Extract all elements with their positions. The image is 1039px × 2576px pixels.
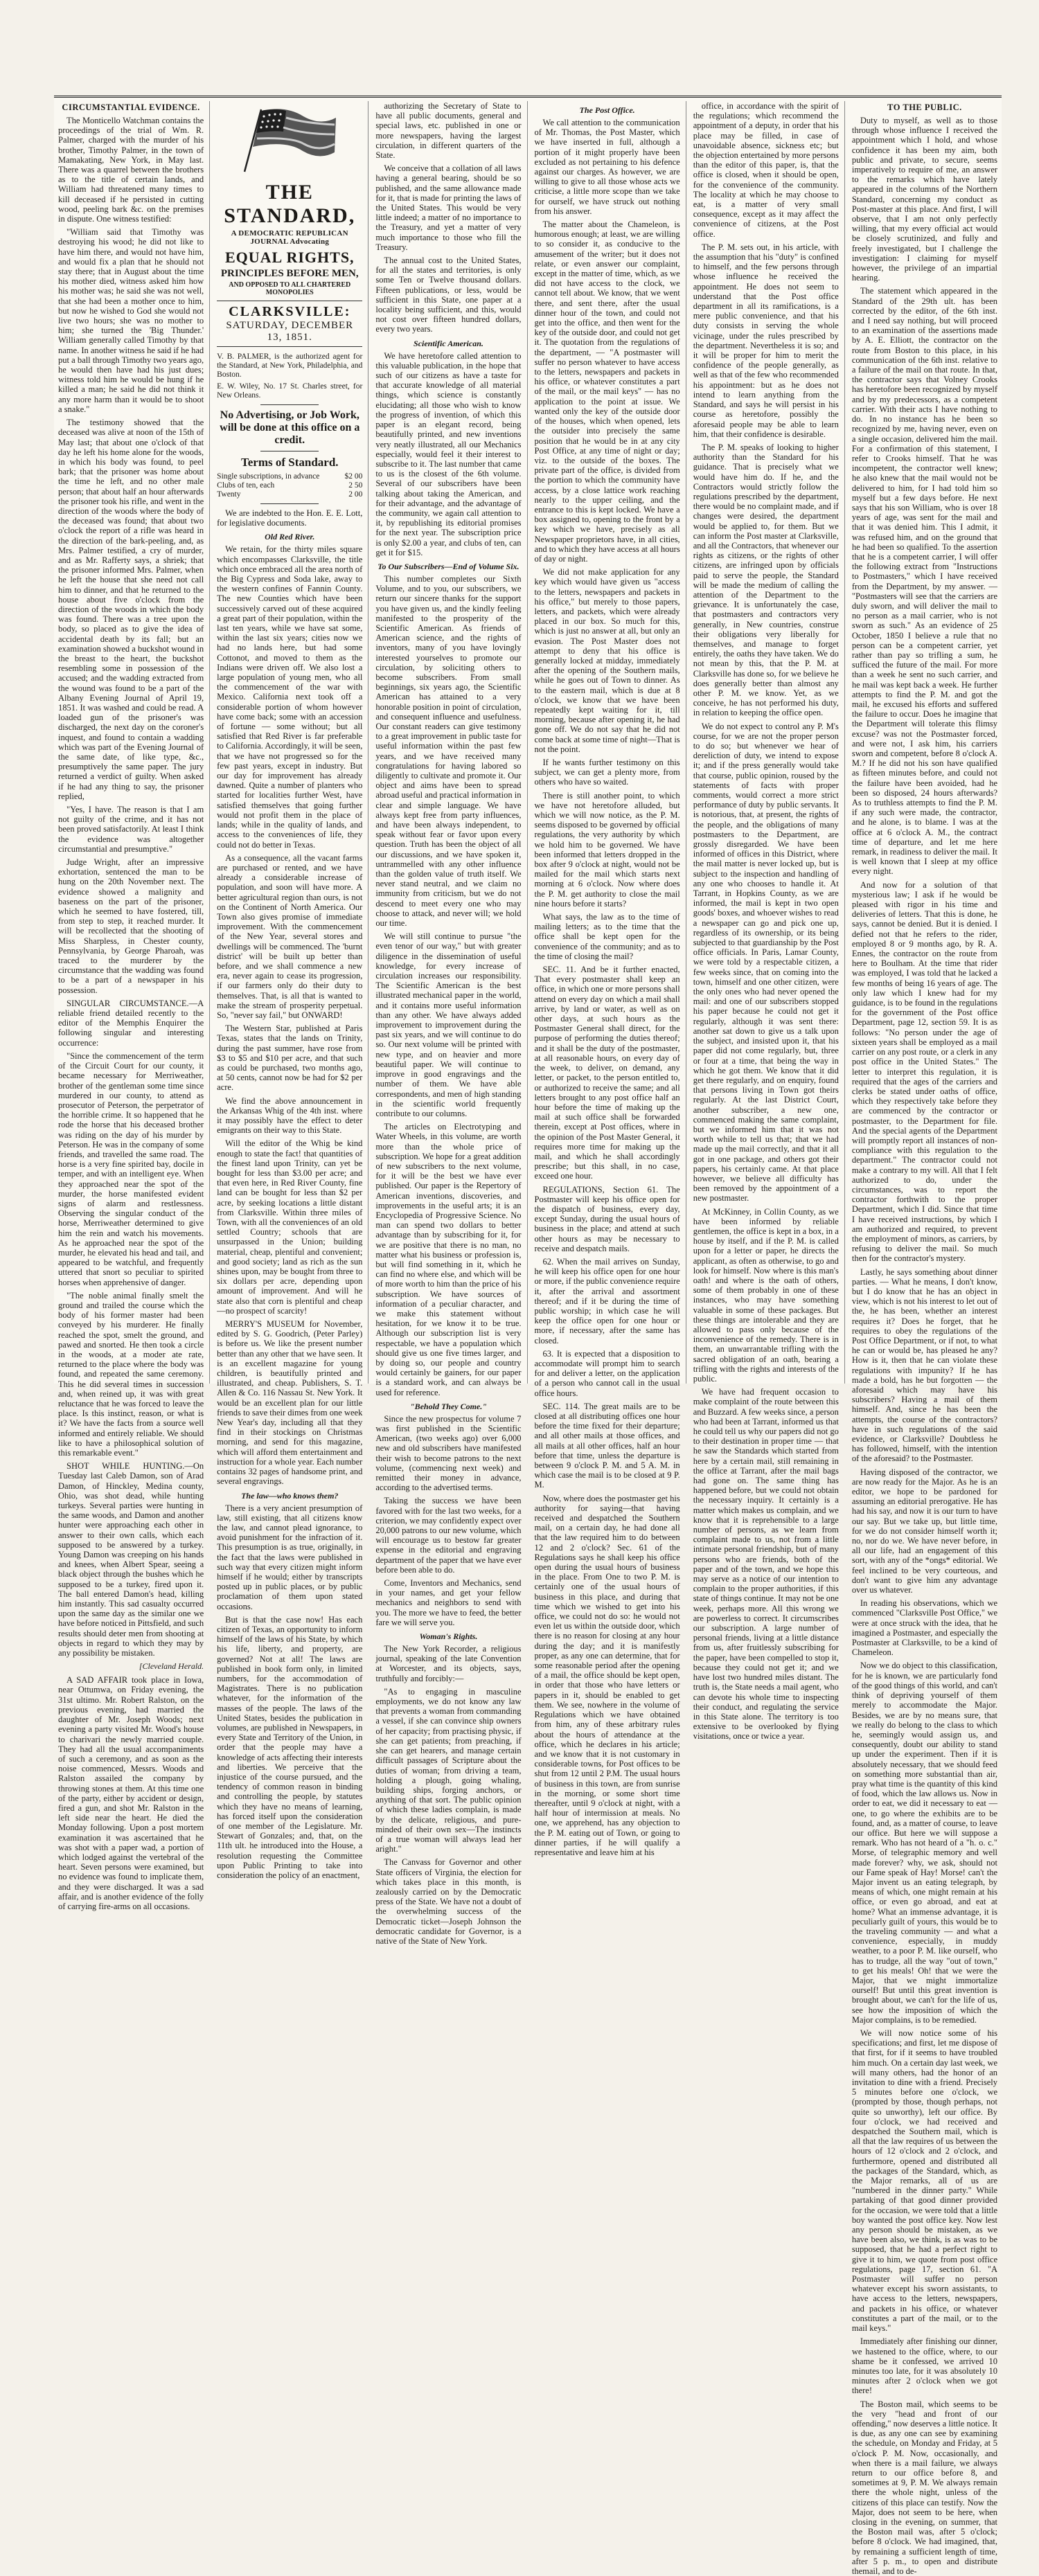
- article-paragraph: As a consequence, all the vacant farms are purchased or rented, and we have already a considerable increase of population, and soon will have more. A better agricultural region than ours, is not on the Continent of North America. Our Town also gives promise of immediate improvement. With the commencement of the New Year, several stores and dwellings will be commenced. The 'burnt district' will be built up better than before, and we shall commence a new era, never again to cease its progression, if our farmers only do their duty to themselves. That, is all that is wanted to make the stream of prosperity perpetual. So, "never say fail," but ONWARD!: [217, 852, 363, 1020]
- article-paragraph: This number completes our Sixth Volume, and to you, our subscribers, we return our sincere thanks for the support you have given us, and the kindly feeling manifested to the prosperity of the Scientific American. As friends of American science, and the rights of inventors, many of you have lovingly interested yourselves to promote our circulation, by soliciting others to become subscribers. From small beginnings, six years ago, the Scientific American has attained to a very honorable position in point of circulation, and consequent influence and usefulness. Our constant readers can give testimony to a great improvement in public taste for useful information within the past few years, and we have received many congratulations for having labored so diligently to cultivate and promote it. Our object and aims have been to spread abroad useful and practical information in clear and simple language. We have always kept free from party influences, and have been always independent, to speak without fear or favor upon every question. Truth has been the object of all our discussions, and we have spoken it, untrammelled with any other influence than the golden value of truth itself. We never stand neutral, and we claim no immunity from criticism, but we do not descend to meet every one who may choose to attack, and never will; we hold our time.: [375, 573, 522, 929]
- article-paragraph: 63. It is expected that a disposition to accommodate will prompt him to search for and deliver a letter, on the application of a person who cannot call in the usual office hours.: [534, 1348, 680, 1398]
- article-paragraph: SHOT WHILE HUNTING.—On Tuesday last Caleb Damon, son of Arad Damon, of Hinckley, Medina county, Ohio, was shot dead, while hunting turkeys. Several parties were hunting in the same woods, and Damon and another hunter were approaching each other in answer to their own calls, which each supposed to be answered by a turkey. Young Damon was creeping on his hands and knees, when Albert Spear, seeing a black object through the bushes which he supposed to be a turkey, fired upon it. The ball entered Damon's head, killing him instantly. This sad casualty occurred upon the same day as the similar one we have before noticed in Pittsfield, and such results should deter men from shooting at objects in regard to which they may by any possibility be mistaken.: [58, 1461, 204, 1658]
- article-paragraph: There is a very ancient presumption of law, still existing, that all citizens know the law, and cannot plead ignorance, to avoid punishment for the infraction of it. This presumption is as true, originally, in the fact that the laws were published in such way that every citizen might inform himself if he would; either by transcripts posted up in public places, or by public proclamation of them upon stated occasions.: [217, 1503, 363, 1611]
- article-paragraph: We will still continue to pursue "the even tenor of our way," but with greater diligence in the dissemination of useful knowledge, for every increase of circulation increases our responsibility. The Scientific American is the best illustrated mechanical paper in the world, and it contains more useful information than any other. We have always added improvement to improvement during the past six years, and we will continue to do so. Our next volume will be printed with new type, and on heavier and more beautiful paper. We will continue to improve in good engravings and the number of them. We have able correspondents, and men of high standing in the scientific world frequently contribute to our columns.: [375, 931, 522, 1118]
- masthead-date: SATURDAY, DECEMBER 13, 1851.: [217, 320, 362, 347]
- section-heading: The law—who knows them?: [241, 1490, 339, 1501]
- article-paragraph: We will now notice some of his specifications; and first, let me dispose of that first, for if it seems to have troubled him much. On a certain day last week, we will many others, had the honor of an invitation to dine with a friend. Precisely 5 minutes before one o'clock, we (prompted by those, though perhaps, not quite so unworthy), left our office. By four o'clock, we had received and despatched the Southern mail, which is all that the law requires of us between the hours of 12 o'clock and 2 o'clock, and furthermore, opened and distributed all the packages of the Standard, which, as the Major remarks, all of us are "numbered in the dinner party." While partaking of that good dinner provided for the occasion, we were told that a little boy wanted the post office key. Now lest any person should be mistaken, as we have been also, we think, is as was to be supposed, that he had a perfect right to give it to him, we quote from post office regulations, page 17, section 61. "A Postmaster will suffer no person whatever except his sworn assistants, to have access to the letters, newspapers, and packets in his office, or whatever constitutes a part of the mail, or to the mail keys.": [851, 2028, 998, 2334]
- article-paragraph: Since the new prospectus for volume 7 was first published in the Scientific American, (two weeks ago) over 6,000 new and old subscribers have manifested their wish to become patrons to the next volume, (commencing next week) and remitted their money in advance, according to the advertised terms.: [375, 1413, 522, 1493]
- article-paragraph: MERRY'S MUSEUM for November, edited by S. G. Goodrich, (Peter Parley) is before us. We like the present number better than any other that we have seen. It is an excellent magazine for young children, is beautifully printed and illustrated, and cheap. Publishers, S. T. Allen & Co. 116 Nassau St. New York. It would be an excellent plan for our little friends to save their dimes from one week New Year's day, including all that they find in their stockings on Christmas morning, and send for this magazine, which will afford them entertainment and instruction for a whole year. Each number contains 32 pages of handsome print, and several engravings.: [217, 1319, 363, 1487]
- article-paragraph: 62. When the mail arrives on Sunday, he will keep his office open for one hour or more, if the public convenience require it, after the arrival and assortment thereof; and if it be during the time of public worship; in which case he will keep the office open for one hour or more, if necessary, after the same has closed.: [534, 1256, 680, 1345]
- article-paragraph: The articles on Electrotyping and Water Wheels, in this volume, are worth more than the whole price of subscription. We hope for a great addition of new subscribers to the next volume, for it will be the best we have ever published. Our paper is the Repertory of American inventions, discoveries, and improvements in the useful arts; it is an Encyclopedia of Progressive Science. No man can spend two dollars to better advantage than by subscribing for it, for we are positive that there is no man, no matter what his business or profession is, but will find something in it, which he can find no where else, and which will be of more worth to him than the price of his subscription. We have sources of information of a peculiar character, and we make this statement without hesitation, for we know it to be true. Although our subscription list is very respectable, we have a population which should give us one five times larger, and by doing so, our people and country would certainly be gainers, for our paper is a standard work, and can always be used for reference.: [375, 1122, 522, 1397]
- section-heading: To Our Subscribers—End of Volume Six.: [378, 561, 520, 571]
- no-advertising-notice: No Advertising, or Job Work, will be done at this office on a credit.: [220, 409, 360, 446]
- article-paragraph: office, in accordance with the spirit of the regulations; which recommend the appointment of a deputy, in order that his place may be filled, in case of unavoidable absence, sickness etc; but the objection entertained by more persons than the editor of this paper, is, that the office is closed, when it should be open, for the convenience of the community. The locality at which he may choose to eat, is a matter of very small consequence, except as it may affect the convenience of citizens, at the Post office.: [693, 101, 839, 239]
- terms-title: Terms of Standard.: [240, 456, 339, 469]
- article-paragraph: We are indebted to the Hon. E. E. Lott, for legislative documents.: [217, 508, 363, 528]
- article-paragraph: Having disposed of the contractor, we are now ready for the Major. As he is an editor, we hope to be pardoned for assuming an editorial prerogative. He has had his say, and now it is our turn to have our say. But we take up, but little time, for we do not consider himself worth it; no, nor do we. We have never before, in all our life, had an engagement of this sort, with any of the *ongs* editorial. We feel inclined to be very courteous, and don't want to give him any advantage over us whatever.: [851, 1467, 998, 1595]
- section-heading: Woman's Rights.: [419, 1631, 478, 1642]
- article-paragraph: Duty to myself, as well as to those through whose influence I received the appointment which I hold, and whose confidence it has been my aim, both public and private, to secure, seems imperatively to require of me, an answer to the remarks which have lately appeared in the columns of the Northern Standard, concerning my conduct as Post-master at this place. And first, I will observe, that I am not only perfectly willing, that my every official act would be closely scrutinized, and fully and freely investigated, but I challenge the investigation: I claiming for myself however, the privilege of an impartial hearing.: [851, 116, 998, 283]
- article-paragraph: Now we do object to this classification, for he is known, we are particularly fond of the good things of this world, and can't think of depriving yourself of them merely to accommodate the Major. Besides, we are by no means sure, that we really do belong to the class to which he, seemingly would assign us, and consequently, doubt our ability to stand up under the experiment. Then if it is absolutely necessary, that we should feed on something more substantial than air, pray what time is the quantity of this kind of food, which the law allows us. Now in order to eat, we did it necessary to eat — one, to go where the exhibits are to be found, and, as a matter of course, to leave our office. But here we will suppose a remark. Who has not heard of a "h. o. c." Morse, of telegraphic memory and well made forever? why, we ask, should not our Fame speak of Hay! Morse! can't the Major invent us an eating telegraph, by means of which, one might remain at his office, or even go abroad, and eat at home? What an immense advantage, it is peculiarly guilt of yours, this would be to the traveling community — and what a convenience, especially, in muddy weather, to a poor P. M. like ourself, who has to trudge, all the way "out of town," to get his meals! Oh! that we were the Major, that we might immortalize ourself! But until this great invention is brought about, we can't for the life of us, see how the imposition of which the Major complains, is to be remedied.: [851, 1661, 998, 2025]
- article-paragraph: Now, where does the postmaster get his authority for saying—that having received and despatched the Southern mail, on a certain day, he had done all that the law required him to do between 12 and 2 o'clock? Sec. 61 of the Regulations says he shall keep his office open during the usual hours of business in the place. From One to two P. M. is certainly one of the usual hours of business in this place, and during that time which we wished to get into his office, we could not do so: he would not even let us within the outside door, which there is no reason for closing at any hour during the day; and it is manifestly proper, as any one can determine, that for some reasonable period after the opening of a mail, the office should be kept open, in order that those who have letters or papers in it, should be enabled to get them. We see, nowhere in the volume of Regulations which we have obtained from him, any of these arbitrary rules about the hours of attendance at the office, which he declares in his article; and we know that it is not customary in considerable towns, for Post offices to be shut from 12 until 2 P.M. The usual hours of business in this town, are from sunrise in the morning, or some short time thereafter, until 9 o'clock at night, with a half hour of intermission at meals. No one, we apprehend, has any objection to the P. M. eating out of Town, or going to dinner parties, if he will qualify a representative and leave him at his: [534, 1493, 680, 1857]
- masthead-principles: PRINCIPLES BEFORE MEN,: [220, 268, 359, 279]
- article-paragraph: "William said that Timothy was destroying his wood; he did not like to have him there, and would not have him, and would fix a plan that he should not stay there; that in August about the time his mother died, witness asked him how his mother was; he said she was not well, that she had been a mother once to him, but now he wished to God she would not live two hours; she was no mother to him; she turned the 'Big Thunder.' William generally called Timothy by that name. In another witness he said if he had put a ball through Timothy two years ago, he would then have had his just dues; witness told him he would be hung if he killed a man; he said he did not think it any more harm than it would be to shoot a snake.": [58, 227, 204, 414]
- newspaper-page: [54, 96, 1002, 2576]
- terms-row: [217, 481, 362, 490]
- article-paragraph: Taking the success we have been favored with for the last two weeks, for a criterion, we may confidently expect over 20,000 patrons to our new volume, which will encourage us to bestow far greater expense in the editorial and engraving department of the paper that we have ever before been able to do.: [375, 1496, 522, 1575]
- divider: [260, 503, 319, 504]
- article-paragraph: Judge Wright, after an impressive exhortation, sentenced the man to be hung on the 20th November next. The evidence showed a malignity and baseness on the part of the prisoner, which he seemed to have fostered, till, from step to step, it reached murder. It will be recollected that the shooting of Miss Sharpless, in Chester county, Pennsylvania, by George Pharoah, was traced to the murderer by the circumstance that the wadding was found to be a part of a newspaper in his possession.: [58, 857, 204, 995]
- terms-label: Clubs of ten, each: [217, 481, 275, 490]
- column-1: [58, 101, 210, 1911]
- top-rule: [54, 96, 1002, 98]
- article-paragraph: There is still another point, to which we have not heretofore alluded, but which we will now notice, as the P. M. seems disposed to be governed by official regulations, the very authority by which we hold him to be governed. We have been informed that letters dropped in the box after 9 o'clock at night, would not be mailed for the mail which starts next morning at 6 o'clock. Now where does the P. M. get authority to close the mail nine hours before it starts?: [534, 790, 680, 909]
- column-2: [217, 101, 368, 1881]
- terms-row: [217, 472, 362, 481]
- article-paragraph: But is that the case now! Has each citizen of Texas, an opportunity to inform himself of the laws of his State, by which his life, liberty, and property, are governed? Not at all! The laws are published in book form only, in limited numbers, for the accommodation of Magistrates. There is no publication whatever, for the information of the masses of the people. The laws of the United States, besides the publication in volumes, are published in Newspapers, in every State and Territory of the Union, in order that the people may have a knowledge of acts affecting their interests and liberties. We perceive that the injustice of the course pursued, and the tendency of common reason in binding and controlling the people, by statutes which they have no means of learning, has forced itself upon the consideration of one member of the Legislature. Mr. Stewart of Gonzales; and, that, on the 11th ult. he introduced into the House, a resolution requesting the Committee upon Public Printing to take into consideration the policy of an enactment,: [217, 1614, 363, 1881]
- article-paragraph: SINGULAR CIRCUMSTANCE.—A reliable friend detailed recently to the editor of the Memphis Enquirer the following singular and interesting occurrence:: [58, 998, 204, 1048]
- columns: [58, 101, 998, 2576]
- article-paragraph: Lastly, he says something about dinner parties. — What he means, I don't know, but I do know that he has an object in view, which is not his interest to let out of the, he has been, whether an interest requires it? Does he forget, that he requires to obey the regulations of the Post Office Department, or if not, to what he can or would be, has pleased he any? How is it, then that he can violate these regulations with impunity? If he has made a bold, has he but forgotten — the aforesaid which may have his subscribers? Having a mail of them himself. And, since he has been the attempts, the course of the contractors? have in such regulations of the said evidence, or Clarksville? Doubtless he has followed, himself, with the intention of the aforesaid? to the Postmaster.: [851, 1267, 998, 1464]
- article-paragraph: REGULATIONS, Section 61. The Postmaster will keep his office open for the dispatch of business, every day, except Sunday, during the usual hours of business in the place; and attend at such other hours as may be necessary to receive and despatch mails.: [534, 1184, 680, 1253]
- article-paragraph: "As to engaging in masculine employments, we do not know any law that prevents a woman from commanding a vessel, if she can convince ship owners of her capacity; from practising physic, if she can get patients; from preaching, if she can get hearers, and manage certain difficult passages of Scripture about the duties of woman; from driving a team, holding a plough, going whaling, building ships, forging anchors, or anything of that sort. The public opinion of which these ladies complain, is made by the delicate, religious, and pure-minded of their own sex—The instincts of a true woman will always lead her aright.": [375, 1686, 522, 1854]
- article-paragraph: At McKinney, in Collin County, as we have been informed by reliable gentlemen, the office is kept in a box, in a house by itself, and if the P. M. is called upon for a letter or paper, he directs the applicant, as often as otherwise, to go and look for himself. Now where is this man's oath! and where is the oath of others, some of them probably in one of these instances, who may have something valuable in some of these packages. But these things are intolerable and they are allowed to pass only because of the inconvenience of the remedy. There is in them, an unwarrantable trifling with the sacred obligation of an oath, bearing a trifling with the rights and interests of the public.: [693, 1206, 839, 1384]
- masthead-subtitle: A DEMOCRATIC REPUBLICAN JOURNAL Advocating: [231, 229, 348, 246]
- article-paragraph: Come, Inventors and Mechanics, send in your names, and get your fellow mechanics and neighbors to send with you. The more we have to feed, the better fare we will serve you.: [375, 1578, 522, 1627]
- article-paragraph: We retain, for the thirty miles square which encompasses Clarksville, the title which once embraced all the area north of the Big Cypress and Soda lake, away to the western confines of Fannin County. The new Counties which have been successively carved out of these acquired a great part of their population, within the last ten years, while we have sat some, within the last six years; cities now we had no lands here, but had some Cottonot, and moved to them as the Indians were driven off. We also lost a large population of young men, who all the commencement of the war with Mexico. California next took off a considerable portion of whom however have come back; some with an accession of fortune — some without; but all satisfied that Red River is far preferable to California. Accordingly, it will be seen, that we have not progressed so for the few past years, except in industry. But our day for improvement has already dawned. Quite a number of planters who started for localities further West, have satisfied themselves that going further would not profit them in the place of lands; while in the quality of lands, and access to the conveniences of life, they could not do better in Texas.: [217, 544, 363, 850]
- terms-price: $2 00: [344, 472, 363, 481]
- article-paragraph: The annual cost to the United States, for all the states and territories, is only some Ten or Twelve thousand dollars. Fifteen publications, or less, would be sufficient in this State, one paper at a locality being sufficient, and this, would not cost over fifteen hundred dollars, every two years.: [375, 256, 522, 334]
- article-paragraph: We conceive that a collation of all laws having a general bearing, should be so published, and the same allowance made for it, that is made for printing the laws of the United States. This would be very little indeed; a matter of no importance to the Treasury, and yet a matter of very much importance to those who fill the Treasury.: [375, 163, 522, 252]
- section-heading: Old Red River.: [265, 532, 315, 542]
- article-paragraph: A SAD AFFAIR took place in Iowa, near Ottumwa, on Friday evening, the 31st ultimo. Mr. Robert Ralston, on the previous evening, had married the daughter of Mr. Joseph Woods; next evening a party visited Mr. Wood's house to charivari the newly married couple. They had all the usual accompaniments of such a ceremony, and as soon as the noise commenced, Messrs. Woods and Ralston assailed the company by throwing stones at them. At this time one of the party, either by accident or design, fired a gun, and shot Mr. Ralston in the left side near the heart. He died the Monday following. Upon a post mortem examination it was ascertained that he was shot with a paper wad, a portion of which lodged against the vertebral of the heart. Seven persons were examined, but no evidence was found to implicate them, and they were discharged. It was a sad affair, and is another evidence of the folly of carrying fire-arms on all occasions.: [58, 1675, 204, 1911]
- article-paragraph: If he wants further testimony on this subject, we can get a plenty more, from others who have so waited.: [534, 758, 680, 787]
- article-paragraph: We have had frequent occasion to make complaint of the route between this and Buzzard. A few weeks since, a person who had been at Tarrant, informed us that he could tell us why our papers did not go to their destination in proper time — that he saw the Standards which started from here by a certain mail, still remaining in the office at Tarrant, after the mail bags had gone on. The same thing has happened before, but we could not obtain the necessary inquiry. It certainly is a matter which makes us complain, and we know that it is reprehensible to a large number of persons, as we learn from complaint made to us, not from a little intimate personal friendship, but of many persons who are friends, both of the paper and of the town, and we hope this may serve as a notice of our intention to complain to the proper authorities, if this state of things continue. It may not be one week, perhaps more. All this wrong we are powerless to correct. It circumscribes our subscription. A large number of personal friends, living at a little distance from us, after fruitlessly subscribing for the paper, have been compelled to stop it, because they could not get it; and we have lost two hundred miles distant. The truth is, the State needs a mail agent, who can devote his whole time to inspecting their conduct, and regulating the service in this State alone. The territory is too extensive to be overlooked by flying visitations, once or twice a year.: [693, 1387, 839, 1742]
- masthead-rights: EQUAL RIGHTS,: [224, 249, 355, 266]
- article-paragraph: The statement which appeared in the Standard of the 29th ult. has been corrected by the editor, of the 6th inst. and I need say nothing, but will proceed to an examination of the assertions made by A. E. Elliott, the contractor on the route from Boston to this place, in his communication of the 6th inst. relative to a failure of the mail on that route. In that, the contractor says that Volney Crooks has heretofore been recognized by myself and by my predecessors, as a competent carrier. With their acts I have nothing to do. In no instance has he been so recognized by me, having never, even on a single occasion, delivered him the mail. For a confirmation of this statement, I refer to Crooks himself. That he was incompetent, the contractor well knew; he also knew that the mail would not be delivered to him, for I had told him so myself but a few days before. He next says that his son William, who is over 18 years of age, was sent for the mail and that it was denied him. This I admit, it was refused him, and on the ground that he had been so qualified. To the assertion that he is a competent carrier, I will offer the following extract from "Instructions to Postmasters," which I have received from the Department, by my answer. — "Postmasters will see that the carriers are duly sworn, and will deliver the mail to no person as a mail carrier, who is not sworn as such." As an evidence of 25 October, 1850 I believe a rule that no person can be a competent carrier, yet rather than pay so trifling a sum, he sufficed the future of the mail. For more than a week he sent no such carrier, and he mail was kept back a week. He further attempts to find the P. M. and got the mail, he excused his efforts and suffered the failure to occur. Does he imagine that the Department will tolerate this flimsy excuse? was not the Postmaster forced, and were not, I ask him, his carriers sworn and competent, before 8 o'clock A. M.? If he did not his son have qualified as fifteen minutes before, and could not the failure have been avoided, had he been so disposed, 24 hours afterwards? As to truthless attempts to find the P. M. if any such were made, the contractor, and he alone, is to blame. I was at the office at 6 o'clock A. M., the contract time of departure, and let me here remark, in readiness to deliver the mail. It is well known that I sleep at my office every night.: [851, 286, 998, 877]
- article-paragraph: The Monticello Watchman contains the proceedings of the trial of Wm. R. Palmer, charged with the murder of his brother, Timothy Palmer, in the town of Mamakating, New York, in May last. There was a quarrel between the brothers as to the title of certain lands, and William had threatened many times to kill deceased if he persisted in cutting wood, peeling bark &c. on the premises in dispute. One witness testified:: [58, 116, 204, 224]
- agent-notice: E. W. Wiley, No. 17 St. Charles street, for New Orleans.: [217, 382, 363, 400]
- article-paragraph: The P. M. sets out, in his article, with the assumption that his "duty" is confined to himself, and the few persons through whose influence he received the appointment. He does not seem to understand that the Post office department in all its ramifications, is a mere public convenience, and that his duty consists in serving the whole vicinage, under the rules prescribed by the department. Nevertheless it is so; and it will be proper for him to merit the confidence of the people generally, as well as that of the few who recommended his appointment: but as he does not intend to learn anything from the Standard, and says he will persist in his course as heretofore, possibly the aforesaid people may be able to learn him, that their confidence is desirable.: [693, 242, 839, 439]
- terms-label: Twenty: [217, 490, 241, 499]
- terms-price: 2 50: [348, 481, 363, 490]
- terms-label: Single subscriptions, in advance: [217, 472, 320, 481]
- section-heading: Scientific American.: [413, 338, 483, 348]
- article-paragraph: The Boston mail, which seems to be the very "head and front of our offending," now deserves a little notice. It is due, as any one can see by examining the schedule, on Monday and Friday, at 5 o'clock P. M. Now, occasionally, and when there is a mail failure, we always return to our office before 8, and sometimes at 9, P. M. We always remain there the whole night, unless of the citizens of this place can testify. Now the Major, does not seem to be here, when closing in the evening, on summer, that the Boston mail was, after 5 o'clock; before 8 o'clock. We had imagined, that, by remaining a sufficient length of time, after 5 p. m., to open and distribute themail, and to de-: [851, 2399, 998, 2576]
- article-paragraph: In reading his observations, which we commenced "Clarksville Post Office," we were at once struck with the idea, that he imagined a Postmaster, and especially the Postmaster at Clarksville, to be a kind of Chameleon.: [851, 1598, 998, 1658]
- article-paragraph: The testimony showed that the deceased was alive at noon of the 15th of May last; that about one o'clock of that day he left his home alone for the woods, in which his body was found, to peel bark; that the prisoner was home about the time he left, and no other male person; that about half an hour afterwards the prisoner took his rifle, and went in the direction of the woods where the body of the deceased was found; that about two o'clock the report of a rifle was heard in the direction of the bark-peeling, and, as Mrs. Palmer testified, a cry of murder, and as Mr. Rafferty says, a shriek; that the prisoner informed Mrs. Palmer, when he left the house that she need not call him to dinner, and that he returned to the house about five o'clock from the direction of the woods in which the body was found. There was a tree upon the body, so placed as to give the idea of accidental death by its fall; but an examination showed a buckshot wound in the breast to the heart, the buckshot resembling some in possession of the accused; and the wadding extracted from the wound was found to be a part of the Albany Evening Journal of April 19, 1851. It was washed and could be read. A loaded gun of the prisoner's was discharged, the next day on the coroner's inquest, and found to contain a wadding which was part of the Evening Journal of the same date, of like type, &c., presumptively the same paper. The jury returned a verdict of guilty. When asked if he had any thing to say, the prisoner replied,: [58, 418, 204, 801]
- article-paragraph: Immediately after finishing our dinner, we hastened to the office, where, to our shame be it confessed, we arrived 10 minutes too late, for it was absolutely 10 minutes after 2 o'clock when we got there!: [851, 2336, 998, 2396]
- article-paragraph: Will the editor of the Whig be kind enough to state the fact! that quantities of the finest land upon Trinity, can yet be bought for less than $3.00 per acre; and that even here, in Red River County, fine land can be bought for less than $2 per acre, by seeking locations a little distant from Clarksville. Within three miles of Town, with all the conveniences of an old settled Country; schools that are unsurpassed in the Union; building material, cheap, plentiful and convenient; and good society; land as rich as the sun shines upon, may be bought from three to six dollars per acre, depending upon amount of improvement. And will he state also that corn is plentiful and cheap—no prospect of scarcity!: [217, 1138, 363, 1316]
- article-paragraph: And now for a solution of that mysterious law; I ask if he would be pleased with rigor in his time and deliveries of letters. That this is done, he says, cannot be denied. But it is denied. I defied not that he refers to the rider, employed 8 or 9 months ago, by R. A. Ennes, the contractor on the route from here to Boulham. At the time that rider was employed, I was told that he lacked a few months of being 16 years of age. The only law which I knew had for my guidance, is to be found in the regulations for the government of the Post office Department, page 12, section 59. It is as follows: "No person under the age of sixteen years shall be employed as a mail carrier on any post route, or a clerk in any post office in the United States." The letter to interpret this regulation, it is required that the ages of the carriers and clerks be stated under oaths of office, which they respectively take before they are commenced by the contractor or postmaster, to the Department for file. And the special agents of the Department will promptly report all instances of non-compliance with this regulation to the department." The contractor could not make a contrary to my will. All that I felt authorized to do, under the circumstances, was to report the contractor forthwith to the proper Department, which I did. Since that time I have received instructions, by which I am authorized and required, to prevent the employment of minors, as carriers, by refusing to deliver the mail. So much then for the contractor's mystery.: [851, 879, 998, 1264]
- article-paragraph: We call attention to the communication of Mr. Thomas, the Post Master, which we have inserted in full, although a portion of it might properly have been excluded as not pertaining to his defence against our charges. As however, we are willing to give to all those whose acts we criticise, a little more scope than we take for ourself, we have struck out nothing from his answer.: [534, 118, 680, 216]
- article-paragraph: SEC. 11. And be it further enacted, That every postmaster shall keep an office, in which one or more persons shall attend on every day on which a mail shall arrive, by land or water, as well as on other days, at such hours as the Postmaster General shall direct, for the purpose of performing the duties thereof; and it shall be the duty of the postmaster, at all reasonable hours, on every day of the week, to deliver, on demand, any letter, or packet, to the person entitled to, or authorized to receive the same; and all letters brought to any post office half an hour before the time of making up the mail at such office shall be forwarded therein, except at Post offices, where in the opinion of the Post Master General, it requires more time for making up the mail, and which he shall accordingly prescribe; but this shall, in no case, exceed one hour.: [534, 965, 680, 1181]
- masthead: [217, 104, 362, 347]
- article-paragraph: authorizing the Secretary of State to have all public documents, general and special laws, etc. published in one or more newspapers, having the largest circulation, in different quarters of the State.: [375, 101, 522, 161]
- article-source: [Cleveland Herald.: [139, 1661, 204, 1672]
- article-paragraph: "Since the commencement of the term of the Circuit Court for our county, it became necessary for Merriweather, brother of the gentleman some time since murdered in our county, to attend as prosecutor of Peterson, the perpetrator of the horrible crime. It so happened that he rode the horse that his deceased brother was riding on the day of his murder by Peterson. He was in the company of some friends, and travelled the same road. The horse is a very fine spirited bay, docile in temper, and with an intelligent eye. When they approached near the spot of the murder, the horse manifested evident signs of alarm and restlessness. Observing the singular conduct of the horse, Merriweather determined to give him the rein and watch his movements. As he approached near the spot of the murder, he elevated his head and tail, and appeared to be watchful, and frequently uttered that snort so peculiar to spirited horses when apprehensive of danger.: [58, 1050, 204, 1287]
- section-heading: "Behold They Come.": [409, 1401, 487, 1411]
- article-paragraph: What says, the law as to the time of mailing letters; as to the time that the office shall be kept open for the convenience of the community; and as to the time of closing the mail?: [534, 912, 680, 961]
- column-5: [693, 101, 845, 1742]
- article-paragraph: The Western Star, published at Paris Texas, states that the lands on Trinity, during the past summer, have rose from $3 to $5 and $10 per acre, and that such as could be purchased, two months ago, at 50 cents, cannot now be had for $2 per acre.: [217, 1023, 363, 1093]
- column-3: [375, 101, 527, 1946]
- section-heading: The Post Office.: [579, 105, 635, 115]
- article-paragraph: The New York Recorder, a religious journal, speaking of the late Convention at Worcester, and its objects, says, truthfully and forcibly:—: [375, 1644, 522, 1683]
- agent-notice: V. B. PALMER, is the authorized agent for the Standard, at New York, Philadelphia, and Boston.: [217, 352, 363, 379]
- masthead-place: CLARKSVILLE:: [217, 301, 362, 320]
- masthead-title: THE STANDARD,: [224, 181, 356, 227]
- article-paragraph: We have heretofore called attention to this valuable publication, in the hope that such of our citizens as have a taste for that accurate knowledge of all material things, which science is constantly elucidating; all those who wish to know the progress of invention, of which this paper is an elegant record, being beautifully printed, and new inventions very neatly illustrated, all our Mechanics especially, would feel it their interest to subscribe to it. The last number that came to us is the closest of the 6th volume. Several of our subscribers have been talking about taking the American, and for their advantage, and the advantage of the community, we again call attention to it, by republishing its editorial promises for the next year. The subscription price is only $2.00 a year, and clubs of ten, can get it for $15.: [375, 350, 522, 557]
- flag-icon: [238, 104, 341, 177]
- article-paragraph: The P. M. speaks of looking to higher authority than the Standard for his guidance. That is precisely what we would have him do. If he, and the Contractors would strictly follow the regulations prescribed by the department, there would be no complaint made, and if changes were desired, the department would be applied to, for them. But we can inform the Post master at Clarksville, and all the Contractors, that whenever our rights as citizens, or the rights of other citizens, are infringed upon by officials paid to serve the people, the Standard will be made the medium of calling the attention of the Department to the grievance. It is unfortunately the case, that postmasters and contractors very generally, in New countries, construe their obligations very liberally for themselves, and manage to forget entirely, the oaths they have taken. We do not mean by this, that the P. M. at Clarksville has done so, for we believe he does generally better than almost any other P. M. we know. Yet, as we conceive, he has not performed his duty, in relation to keeping the office open.: [693, 442, 839, 718]
- terms-price: 2 00: [348, 490, 363, 499]
- terms-row: [217, 490, 362, 499]
- article-heading: TO THE PUBLIC.: [887, 102, 962, 112]
- article-paragraph: SEC. 114. The great mails are to be closed at all distributing offices one hour before the time fixed for their departure; and all other mails at those offices, and all mails at all other offices, half an hour before that time, unless the departure is between 9 o'clock P. M. and 5 A. M. in which case the mail is to be closed at 9 P. M.: [534, 1401, 680, 1490]
- masthead-opposed: AND OPPOSED TO ALL CHARTERED MONOPOLIES: [229, 281, 351, 296]
- article-paragraph: We find the above announcement in the Arkansas Whig of the 4th inst. where it may possibly have the effect to deter emigrants on their way to this State.: [217, 1095, 363, 1136]
- article-heading: CIRCUMSTANTIAL EVIDENCE.: [62, 102, 200, 112]
- article-paragraph: We did not make application for any key which would have given us "access to the letters, newspapers and packets in his office," but merely to those papers, letters, and packets, which were already placed in our box. So much for this, which is just no answer at all, but only an evasion. The Post Master does not attempt to deny that his office is generally locked at midday, immediately after the opening of the Southern mails, while he goes out of Town to dinner. As to the eastern mail, which is due at 8 o'clock, we know that we have been repeatedly kept waiting for it, till morning, because after opening it, he had gone off. We do not say that he did not come back at some time of night—That is not the point.: [534, 567, 680, 754]
- divider: [260, 404, 319, 405]
- column-4: [534, 101, 686, 1857]
- article-paragraph: The matter about the Chameleon, is humorous enough; at least, we are willing to so consider it, as conducive to the amusement of the writer; but it does not relate, or even answer our complaint, except in the matter of time, which, as we did not have access to the clock, we cannot tell about. We know, that we went there, and sent there, after the usual dinner hour of the town, and could not get into the office, and then went for the key of the outside door, and could not get it. The quotation from the regulations of the department, — "A postmaster will suffer no person whatever to have access to the letters, newspapers and packets in his office, or whatever constitutes a part of the mail, or the mail keys" — has no application to the point at issue. We wanted only the key of the outside door of the houses, which when opened, lets the outsider into precisely the same position that he would be in at any city Post Office, at any time of night or day; viz. to the outside of the boxes. The private part of the office, is divided from the portion to which the community have access, by a close lattice work reaching nearly to the upper ceiling, and the entrance to this is kept locked. We have a box assigned to, opening to the front by a key which we have, precisely as all Newspaper proprietors have, in all cities, and to which they have access at all hours of day or night.: [534, 220, 680, 564]
- article-paragraph: "The noble animal finally smelt the ground and trailed the course which the body of his former master had been conveyed by his murderer. He finally reached the spot, smelt the ground, and pawed and snorted. He then took a circle in the woods, at a moder ate rate, returned to the place where the body was found, and repeated the same ceremony. This he did several times in succession and, when reined up, it was with great reluctance that he was forced to leave the place. Is this instinct, reason, or what is it? We have the facts from a source well informed and entirely reliable. We should like to have a philosophical solution of this remarkable event.": [58, 1290, 204, 1458]
- article-paragraph: "Yes, I have. The reason is that I am not guilty of the crime, and it has not been proved satisfactorily. At least I think the evidence was altogether circumstantial and presumptive.": [58, 805, 204, 854]
- column-6: [851, 101, 998, 2576]
- article-paragraph: We do not expect to control any P. M's course, for we are not the proper person to do so; but whenever we hear of dereliction of duty, we intend to expose it; and if the press generally would take that course, public opinion, roused by the statements of facts with proper comments, would correct a more strict performance of duty by public servants. It is notorious, that, at present, the rights of the people, and the obligations of many postmasters to the Department, are grossly disregarded. We have been informed of offices in this District, where the mail matter is never locked up, but is subject to the inspection and handling of any one who chooses to handle it. At Tarrant, in Hopkins County, as we are informed, the mail is kept in two open goods' boxes, and whoever wishes to read a newspaper can go and pick one up, regardless of its ownership, or its being subjected to that guardianship by the Post office officials. In Paris, Lamar County, we were told by a respectable citizen, a few weeks since, that on coming into the town, himself and one other citizen, were the only ones who had never opened the mail: and one of our subscribers stopped his paper because he could not get it regularly, although it was sent there: another sat down to give us a talk upon the subject, and insisted upon it, that his paper did not come regularly, but, three or four at a time, that being the way in which he got them. We know that it did get there regularly, and on enquiry, found that persons living in Town got theirs regularly. At the last District Court, another subscriber, a new one, commenced making the same complaint, but we informed him that it was not worth while to tell us that; that we had made up the mail correctly, and that it all got in one package, and others got their papers, his certainly came. At that place however, we believe all difficulty has been removed by the appointment of a new postmaster.: [693, 721, 839, 1204]
- article-paragraph: The Canvass for Governor and other State officers of Virginia, the election for which takes place in this month, is zealously carried on by the Democratic press of the State. We have not a doubt of the overwhelming success of the Democratic ticket—Joseph Johnson the democratic candidate for Governor, is a native of the State of New York.: [375, 1857, 522, 1946]
